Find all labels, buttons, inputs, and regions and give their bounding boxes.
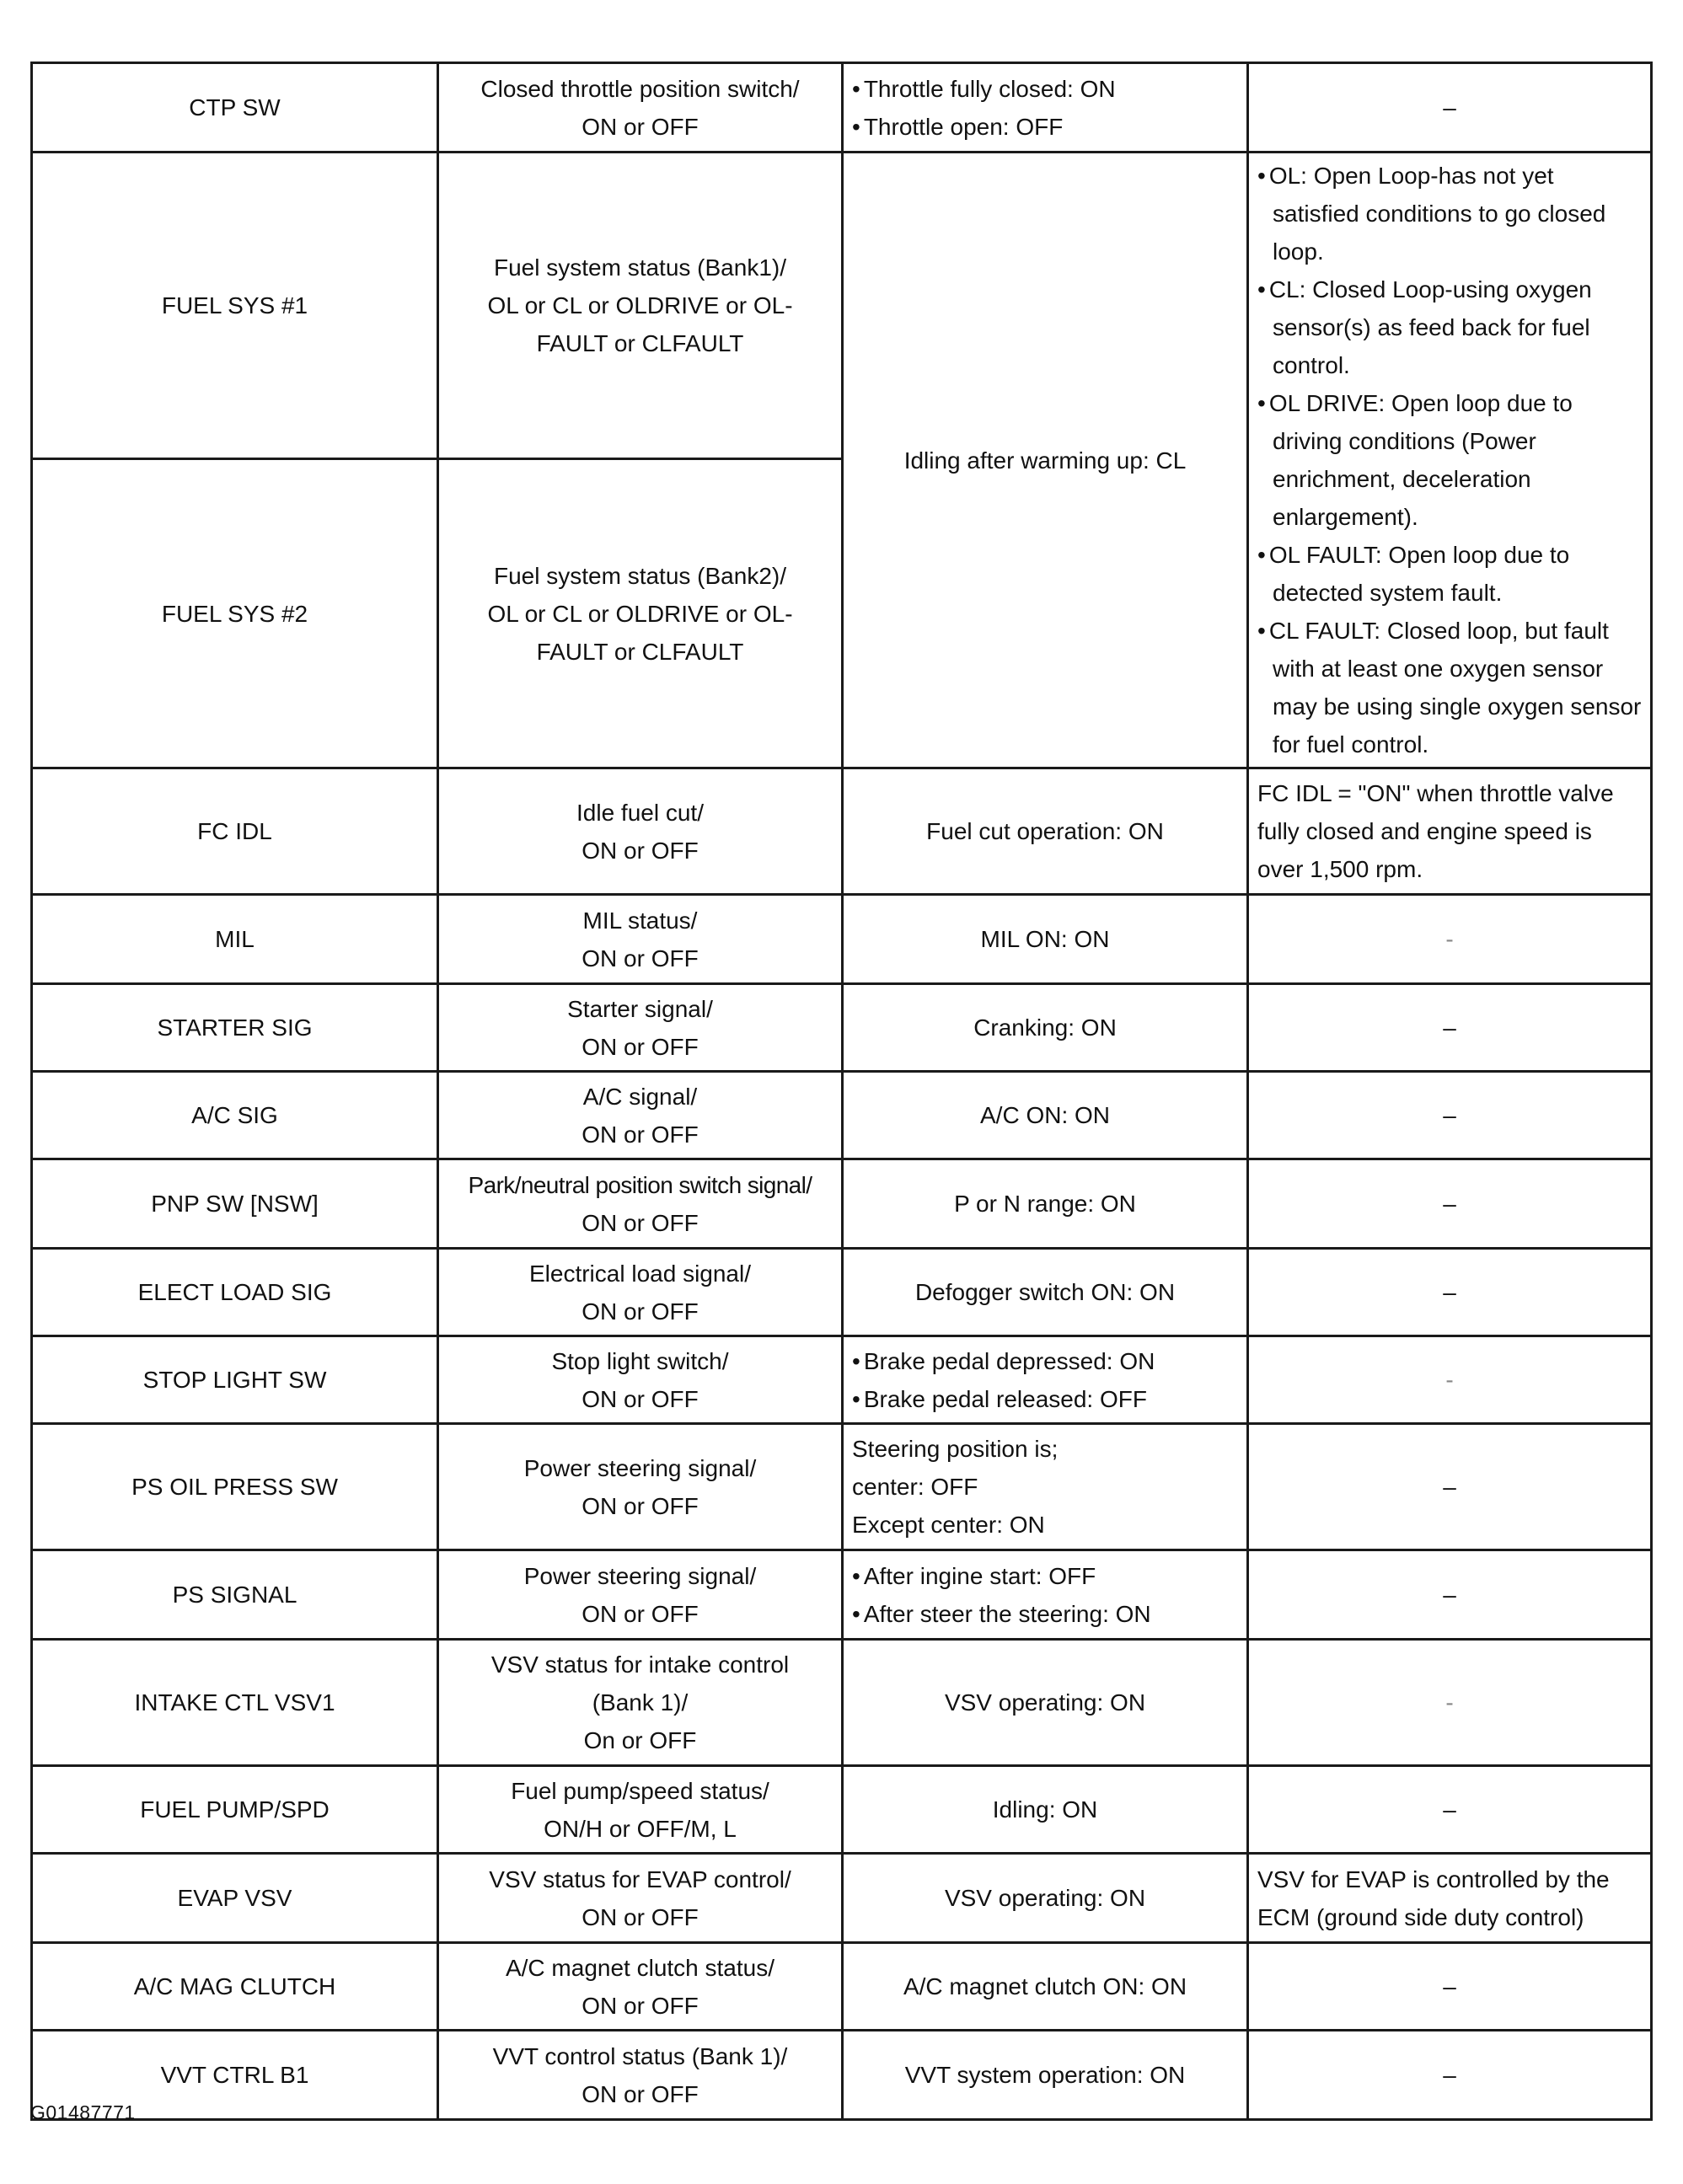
note-cell — [1248, 1854, 1652, 1943]
condition-cell — [843, 1640, 1248, 1766]
item-cell — [32, 768, 438, 895]
item-name: VVT CTRL B1 — [160, 2062, 309, 2088]
note-line: FC IDL = "ON" when throttle valve — [1257, 780, 1614, 806]
data-list-table — [30, 62, 1653, 2121]
measurement-cell — [438, 153, 843, 459]
note-dash: – — [1443, 1474, 1456, 1500]
condition-line: • After steer the steering: ON — [852, 1595, 1238, 1633]
measurement-line: ON or OFF — [582, 1992, 699, 2019]
condition-line: • Brake pedal depressed: ON — [852, 1342, 1238, 1380]
measurement-line: Fuel system status (Bank2)/ — [493, 562, 786, 589]
note-dash: – — [1443, 1014, 1456, 1041]
item-name: A/C SIG — [191, 1102, 278, 1128]
condition-line: VSV operating: ON — [944, 1885, 1146, 1911]
measurement-line: FAULT or CLFAULT — [536, 330, 744, 357]
measurement-line: Fuel system status (Bank1)/ — [493, 254, 786, 281]
item-name: CTP SW — [189, 94, 281, 120]
table-row — [32, 1159, 1652, 1249]
table-row — [32, 1550, 1652, 1640]
condition-line: VSV operating: ON — [944, 1689, 1146, 1716]
measurement-line: Idle fuel cut/ — [576, 799, 704, 826]
note-cell-merged — [1248, 153, 1652, 768]
measurement-cell — [438, 1766, 843, 1854]
measurement-cell — [438, 1854, 843, 1943]
measurement-line: ON or OFF — [582, 837, 699, 864]
measurement-line: A/C magnet clutch status/ — [505, 1954, 775, 1981]
item-cell — [32, 1159, 438, 1249]
note-dash: – — [1443, 1582, 1456, 1608]
note-dash: – — [1443, 94, 1456, 120]
item-name: PS OIL PRESS SW — [131, 1474, 338, 1500]
measurement-line: OL or CL or OLDRIVE or OL- — [487, 600, 793, 627]
condition-line: • After ingine start: OFF — [852, 1557, 1238, 1595]
item-cell — [32, 1943, 438, 2031]
item-name: ELECT LOAD SIG — [137, 1279, 332, 1305]
note-dash: – — [1443, 1279, 1456, 1305]
item-name: STOP LIGHT SW — [142, 1367, 327, 1393]
condition-line: Fuel cut operation: ON — [926, 818, 1164, 844]
item-name: STARTER SIG — [157, 1014, 313, 1041]
note-cell — [1248, 984, 1652, 1072]
item-name: INTAKE CTL VSV1 — [134, 1689, 335, 1716]
measurement-line: ON/H or OFF/M, L — [544, 1815, 737, 1842]
measurement-line: (Bank 1)/ — [592, 1689, 689, 1716]
note-dash: - — [1445, 1689, 1454, 1716]
condition-cell — [843, 984, 1248, 1072]
measurement-line: ON or OFF — [582, 1033, 699, 1060]
measurement-line: ON or OFF — [582, 1600, 699, 1627]
item-name: FUEL SYS #2 — [161, 600, 308, 627]
condition-cell-merged — [843, 153, 1248, 768]
table-body — [32, 63, 1652, 2120]
note-cell — [1248, 1640, 1652, 1766]
condition-cell — [843, 1072, 1248, 1159]
condition-line: P or N range: ON — [954, 1191, 1136, 1217]
condition-line: • Brake pedal released: OFF — [852, 1380, 1238, 1418]
table-row — [32, 984, 1652, 1072]
condition-line: MIL ON: ON — [980, 926, 1110, 952]
measurement-line: OL or CL or OLDRIVE or OL- — [487, 292, 793, 319]
table-row — [32, 768, 1652, 895]
note-cell — [1248, 1159, 1652, 1249]
condition-cell — [843, 768, 1248, 895]
note-cell — [1248, 1072, 1652, 1159]
measurement-line: ON or OFF — [582, 2080, 699, 2107]
measurement-line: Power steering signal/ — [523, 1454, 757, 1481]
note-cell — [1248, 1424, 1652, 1550]
measurement-cell — [438, 1424, 843, 1550]
table-row — [32, 153, 1652, 459]
note-bullet: • OL DRIVE: Open loop due to driving conditions (Power enrichment, deceleration enlargement). — [1257, 384, 1642, 536]
item-name: EVAP VSV — [177, 1885, 292, 1911]
condition-cell — [843, 1550, 1248, 1640]
item-name: PS SIGNAL — [172, 1582, 297, 1608]
measurement-line: ON or OFF — [582, 1209, 699, 1236]
table-row — [32, 1336, 1652, 1424]
note-line: ECM (ground side duty control) — [1257, 1903, 1584, 1930]
fuel-status-notes — [1257, 157, 1642, 763]
measurement-line: VSV status for intake control — [490, 1651, 790, 1678]
note-bullet: • OL FAULT: Open loop due to detected system fault. — [1257, 536, 1642, 612]
measurement-line: ON or OFF — [582, 1121, 699, 1148]
item-cell — [32, 1336, 438, 1424]
measurement-cell — [438, 1943, 843, 2031]
table-row — [32, 63, 1652, 153]
measurement-line: On or OFF — [583, 1727, 697, 1753]
item-cell — [32, 1550, 438, 1640]
item-cell — [32, 1640, 438, 1766]
condition-cell — [843, 1159, 1248, 1249]
condition-line: A/C ON: ON — [979, 1102, 1110, 1128]
measurement-cell — [438, 1640, 843, 1766]
item-cell — [32, 1072, 438, 1159]
condition-cell — [843, 2031, 1248, 2120]
measurement-line: Fuel pump/speed status/ — [511, 1777, 769, 1804]
item-cell — [32, 895, 438, 984]
note-cell — [1248, 1766, 1652, 1854]
note-line: VSV for EVAP is controlled by the — [1257, 1866, 1610, 1892]
table-row — [32, 1424, 1652, 1550]
measurement-line: MIL status/ — [582, 907, 698, 934]
item-name: PNP SW [NSW] — [151, 1191, 319, 1217]
measurement-cell — [438, 459, 843, 768]
table-row — [32, 1766, 1652, 1854]
note-dash: – — [1443, 1102, 1456, 1128]
item-name: FC IDL — [197, 818, 272, 844]
measurement-line: ON or OFF — [582, 1298, 699, 1325]
measurement-line: ON or OFF — [582, 1492, 699, 1519]
note-cell — [1248, 63, 1652, 153]
measurement-line: Stop light switch/ — [551, 1347, 729, 1374]
note-line: fully closed and engine speed is — [1257, 818, 1592, 844]
condition-line: Cranking: ON — [973, 1014, 1117, 1041]
measurement-line: Starter signal/ — [567, 995, 713, 1022]
measurement-line: ON or OFF — [582, 1385, 699, 1412]
condition-cell — [843, 1336, 1248, 1424]
note-dash: - — [1445, 926, 1454, 952]
condition-cell — [843, 63, 1248, 153]
item-name: A/C MAG CLUTCH — [133, 1973, 336, 1999]
measurement-line: A/C signal/ — [582, 1083, 698, 1110]
measurement-line: VVT control status (Bank 1)/ — [492, 2042, 788, 2069]
note-cell — [1248, 2031, 1652, 2120]
note-dash: – — [1443, 1191, 1456, 1217]
condition-cell — [843, 1766, 1248, 1854]
measurement-cell — [438, 63, 843, 153]
item-name: MIL — [215, 926, 255, 952]
item-cell — [32, 1854, 438, 1943]
note-dash: – — [1443, 1796, 1456, 1823]
note-cell — [1248, 1249, 1652, 1336]
note-dash: – — [1443, 1973, 1456, 1999]
note-bullet: • OL: Open Loop-has not yet satisfied conditions to go closed loop. — [1257, 157, 1642, 270]
item-cell — [32, 984, 438, 1072]
measurement-cell — [438, 2031, 843, 2120]
item-name: FUEL PUMP/SPD — [140, 1796, 330, 1823]
item-name: FUEL SYS #1 — [161, 292, 308, 319]
condition-line: • Throttle fully closed: ON — [852, 70, 1238, 108]
condition-line: Idling after warming up: CL — [903, 447, 1187, 474]
measurement-line: ON or OFF — [582, 1903, 699, 1930]
measurement-cell — [438, 1550, 843, 1640]
condition-bullets — [852, 70, 1238, 146]
condition-bullets — [852, 1557, 1238, 1633]
measurement-cell — [438, 984, 843, 1072]
measurement-cell — [438, 1336, 843, 1424]
item-cell — [32, 153, 438, 459]
table-row — [32, 895, 1652, 984]
measurement-line: ON or OFF — [582, 113, 699, 140]
item-cell — [32, 1249, 438, 1336]
note-dash: - — [1445, 1367, 1454, 1393]
figure-code: G01487771 — [30, 2101, 136, 2123]
measurement-cell — [438, 1159, 843, 1249]
condition-cell — [843, 1424, 1248, 1550]
condition-line: center: OFF — [852, 1474, 978, 1500]
note-cell — [1248, 1943, 1652, 2031]
measurement-line: Power steering signal/ — [523, 1562, 757, 1589]
condition-line: Defogger switch ON: ON — [914, 1279, 1176, 1305]
note-line: over 1,500 rpm. — [1257, 856, 1423, 882]
measurement-line: Closed throttle position switch/ — [480, 75, 800, 102]
table-row — [32, 1943, 1652, 2031]
measurement-cell — [438, 1072, 843, 1159]
condition-bullets — [852, 1342, 1238, 1418]
condition-line: Steering position is; — [852, 1436, 1059, 1462]
item-cell — [32, 1424, 438, 1550]
item-cell — [32, 459, 438, 768]
measurement-line: Electrical load signal/ — [528, 1260, 752, 1287]
condition-cell — [843, 1249, 1248, 1336]
measurement-cell — [438, 895, 843, 984]
note-dash: – — [1443, 2062, 1456, 2088]
table-row — [32, 1640, 1652, 1766]
condition-line: Idling: ON — [992, 1796, 1098, 1823]
condition-cell — [843, 1854, 1248, 1943]
note-cell — [1248, 1336, 1652, 1424]
item-cell — [32, 63, 438, 153]
measurement-line: Park/neutral position switch signal/ — [468, 1171, 812, 1198]
measurement-cell — [438, 768, 843, 895]
measurement-line: ON or OFF — [582, 945, 699, 972]
note-cell — [1248, 895, 1652, 984]
condition-line: VVT system operation: ON — [904, 2062, 1186, 2088]
condition-line: • Throttle open: OFF — [852, 108, 1238, 146]
measurement-line: FAULT or CLFAULT — [536, 638, 744, 665]
table-row — [32, 1249, 1652, 1336]
table-row — [32, 1854, 1652, 1943]
table-row — [32, 2031, 1652, 2120]
item-cell — [32, 1766, 438, 1854]
note-bullet: • CL FAULT: Closed loop, but fault with at least one oxygen sensor may be using single oxygen sensor for fuel control. — [1257, 612, 1642, 763]
condition-line: Except center: ON — [852, 1512, 1045, 1538]
measurement-cell — [438, 1249, 843, 1336]
note-bullet: • CL: Closed Loop-using oxygen sensor(s) as feed back for fuel control. — [1257, 270, 1642, 384]
table-row — [32, 1072, 1652, 1159]
measurement-line: VSV status for EVAP control/ — [489, 1866, 791, 1892]
note-cell — [1248, 768, 1652, 895]
note-cell — [1248, 1550, 1652, 1640]
condition-cell — [843, 895, 1248, 984]
condition-cell — [843, 1943, 1248, 2031]
condition-line: A/C magnet clutch ON: ON — [903, 1973, 1187, 1999]
